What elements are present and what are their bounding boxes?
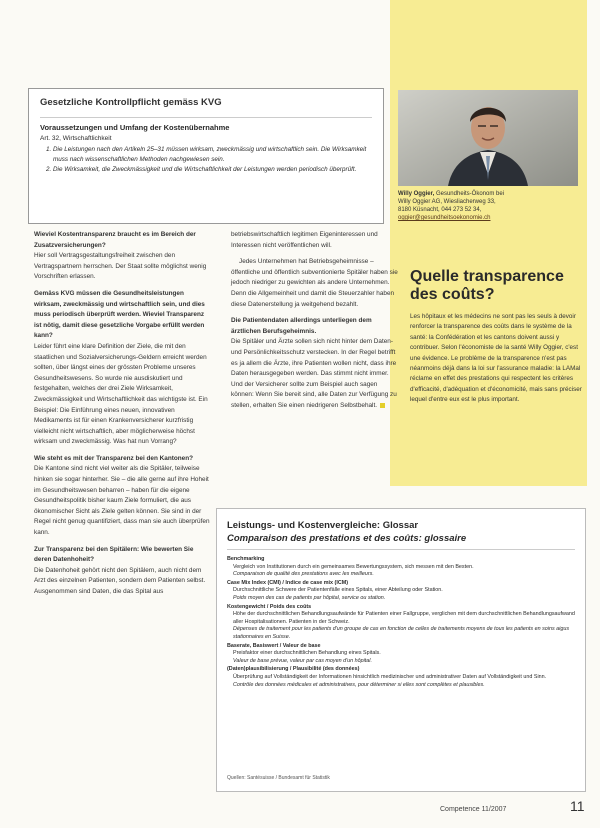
- qa-block: [34, 230, 212, 283]
- glossary-def-fr: Poids moyen des cas de patients par hôpital, service ou station.: [233, 594, 386, 601]
- glossary-entry: [227, 556, 575, 579]
- glossary-def-fr: Comparaison de qualité des prestations avec les meilleurs.: [233, 571, 374, 578]
- glossary-def-de: Höhe der durchschnittlichen Behandlungsaufwände für Patienten einer Fallgruppe, verglichen mit dem durchschnittlichen Behandlungsaufwand aller Hospitalisationen. Patienten in der Schweiz.: [233, 611, 575, 625]
- question: Wie steht es mit der Transparenz bei den Kantonen?: [34, 454, 194, 462]
- glossary-list: [227, 555, 575, 689]
- glossary-term: Kostengewicht / Poids des coûts: [227, 603, 312, 610]
- qa-block: [34, 289, 212, 448]
- glossary-entry: [227, 580, 575, 603]
- answer: Leider führt eine klare Definition der Ziele, die mit den staatlichen und Sozialversicherungs-Geldern erreicht werden sollten, über längst eines der grössten Probleme unseres Gesundheitswesens. So wurde nie ausdiskutiert und festgehalten, welches der drei Ziele Wirksamkeit, Zweckmässigkeit und Wirtschaftlichkeit das wichtigste ist. Ein Beispiel: Die Einführung eines neuen, innovativen Medikaments ist für einen Krankenversicherer kurzfristig vielleicht nicht wirtschaftlich, aber möglicherweise höchst wirksam und zweckmässig. Was hat nun Vorrang?: [34, 342, 208, 446]
- glossary-def-de: Preisfaktor einer durchschnittlichen Behandlung eines Spitals.: [233, 650, 381, 657]
- glossary-divider: [227, 549, 575, 550]
- glossary-title-fr: Comparaison des prestations et des coûts: glossaire: [227, 533, 467, 544]
- qa-block: [34, 545, 212, 598]
- kvg-box-item: 2. Die Wirksamkeit, die Zweckmässigkeit und die Wirtschaftlichkeit der Leistungen werden periodisch überprüft.: [53, 165, 383, 175]
- answer: Die Spitäler und Ärzte sollen sich nicht hinter dem Daten- und Persönlichkeitsschutz verstecken. In der Regel betrifft es ja allem die Ärzte, ihre Patienten wollen nicht, dass ihre Daten herausgegeben werden. Das stimmt nicht immer. Und der Versicherer sollte zum Beispiel auch sagen können: Wenn Sie bereit sind, alle Daten zur Verfügung zu stellen, erhalten Sie einen niedrigeren Selbstbehalt.: [231, 338, 397, 409]
- caption-line: Willy Oggier AG, Wiesliacherweg 33,: [398, 199, 496, 205]
- question: Die Patientendaten allerdings unterliegen dem ärztlichen Berufsgeheimnis.: [231, 317, 372, 335]
- caption-email-link[interactable]: oggier@gesundheitsoekonomie.ch: [398, 215, 491, 221]
- glossary-def-fr: Contrôle des données médicales et administratives, pour déterminer si elles sont complètes et plausibles.: [233, 681, 485, 688]
- portrait-caption: [398, 190, 582, 222]
- kvg-box-item: 1. Die Leistungen nach den Artikeln 25–31 müssen wirksam, zweckmässig und wirtschaftlich sein. Die Wirksamkeit muss nach wissenschaftlichen Methoden nachgewiesen sein.: [53, 145, 383, 165]
- glossary-box: [216, 508, 586, 792]
- glossary-source: Quellen: Santésuisse / Bundesamt für Statistik: [227, 775, 330, 781]
- answer: Hier soll Vertragsgestaltungsfreiheit zwischen den Vertragspartnern herrschen. Der Staat sollte möglichst wenig Vorschriften erlassen.: [34, 252, 207, 281]
- question: Zur Transparenz bei den Spitälern: Wie bewerten Sie deren Datenhoheit?: [34, 545, 194, 564]
- page-number: 11: [570, 798, 585, 814]
- glossary-entry: [227, 666, 575, 689]
- glossary-term: (Daten)plausibilisierung / Plausibilité (des données): [227, 666, 360, 673]
- french-heading-line: des coûts?: [410, 286, 495, 303]
- qa-block: [231, 316, 401, 411]
- article-column-1: [34, 230, 212, 604]
- sidebar-yellow-panel: [390, 0, 587, 486]
- kvg-box-article: Art. 32, Wirtschaftlichkeit: [40, 135, 112, 142]
- paragraph: Jedes Unternehmen hat Betriebsgeheimnisse – öffentliche und öffentlich subventionierte Spitäler haben sie jedoch niedriger zu gewichten als andere Unternehmen. Denn die Allgemeinheit und damit die Steuerzahler haben diese Datenerstellung ja weitgehend bezahlt.: [231, 258, 398, 308]
- paragraph: betriebswirtschaftlich legitimen Eigeninteressen und Interessen nicht veröffentlichen will.: [231, 231, 378, 249]
- glossary-term: Case Mix Index (CMI) / Indice de case mix (ICM): [227, 579, 349, 586]
- glossary-term: Benchmarking: [227, 556, 265, 562]
- question: Wieviel Kostentransparenz braucht es im Bereich der Zusatzversicherungen?: [34, 231, 196, 249]
- glossary-term: Baserate, Basiswert / Valeur de base: [227, 642, 321, 649]
- glossary-entry: [227, 643, 575, 666]
- glossary-def-fr: Valeur de base prévue, valeur par cas moyen d'un hôpital.: [233, 657, 372, 664]
- kvg-box-title: Gesetzliche Kontrollpflicht gemäss KVG: [40, 97, 222, 108]
- article-column-2: [231, 230, 401, 418]
- kvg-box-subtitle: Voraussetzungen und Umfang der Kostenübernahme: [40, 123, 230, 132]
- glossary-def-de: Vergleich von Institutionen durch ein gemeinsames Bewertungssystem, sich messen mit den Besten.: [233, 563, 474, 570]
- question: Gemäss KVG müssen die Gesundheitsleistungen wirksam, zweckmässig und wirtschaftlich sein, und dies muss periodisch überprüft werden. Wieviel Transparenz ist nötig, damit diese gesetzliche Vorgabe erfüllt werden kann?: [34, 289, 205, 340]
- glossary-title-de: Leistungs- und Kostenvergleiche: Glossar: [227, 520, 419, 531]
- footer-magazine: Competence 11/2007: [440, 806, 507, 813]
- portrait-photo: [398, 90, 578, 186]
- glossary-def-de: Überprüfung auf Vollständigkeit der Informationen hinsichtlich medizinischer und administrativer Daten auf Vollständigkeit und Sinn.: [233, 673, 547, 680]
- french-summary-text: Les hôpitaux et les médecins ne sont pas les seuls à devoir renforcer la transparence des coûts dans le système de la santé: la Confédération et les cantons doivent aussi y contribuer. Selon l'économiste de la santé Willy Oggier, c'est une évidence. Le problème de la transparence n'est pas néanmoins déjà dans la loi sur l'assurance maladie: la LAMal réclame en effet des prestations qui respectent les critères d'efficacité, d'adéquation et d'économicité, mais sans préciser lequel d'entre eux est le plus important.: [410, 313, 582, 404]
- end-of-article-marker: [380, 403, 385, 408]
- glossary-entry: [227, 604, 575, 642]
- kvg-legal-box: [28, 88, 384, 224]
- glossary-def-de: Durchschnittliche Schwere der Patientenfälle eines Spitals, einer Abteilung oder Station.: [233, 587, 443, 594]
- answer: Die Kantone sind nicht viel weiter als die Spitäler, teilweise hinken sie sogar hinterher. Sie – die alle gerne auf ihre Hoheit im Gesundheitswesen beharren – haben für die eigene Gesundheitspolitik bisher kaum Ziele formuliert, die aus ökonomischer Sicht als Ziele gelten können. Sie sind in der Regel nicht genug quantifiziert, dass man sie auch überprüfen kann.: [34, 465, 210, 537]
- caption-name: Willy Oggier,: [398, 191, 435, 197]
- caption-role: Gesundheits-Ökonom bei: [434, 191, 504, 197]
- glossary-def-fr: Dépenses de traitement pour les patients d'un groupe de cas en fonction de celles de traitements moyens de tous les patients en soins aigus stationnaires en Suisse.: [233, 626, 570, 640]
- french-heading: [410, 268, 582, 304]
- answer: Die Datenhoheit gehört nicht den Spitälern, auch nicht dem Arzt des einzelnen Patienten, sondern dem Patienten selbst. Ausgenommen sind Daten, die das Spital aus: [34, 566, 206, 595]
- french-heading-line: Quelle transparence: [410, 268, 564, 285]
- kvg-box-divider: [40, 117, 372, 118]
- qa-block: [34, 454, 212, 539]
- kvg-box-items: [29, 145, 383, 175]
- caption-line: 8180 Küsnacht, 044 273 52 34,: [398, 207, 482, 213]
